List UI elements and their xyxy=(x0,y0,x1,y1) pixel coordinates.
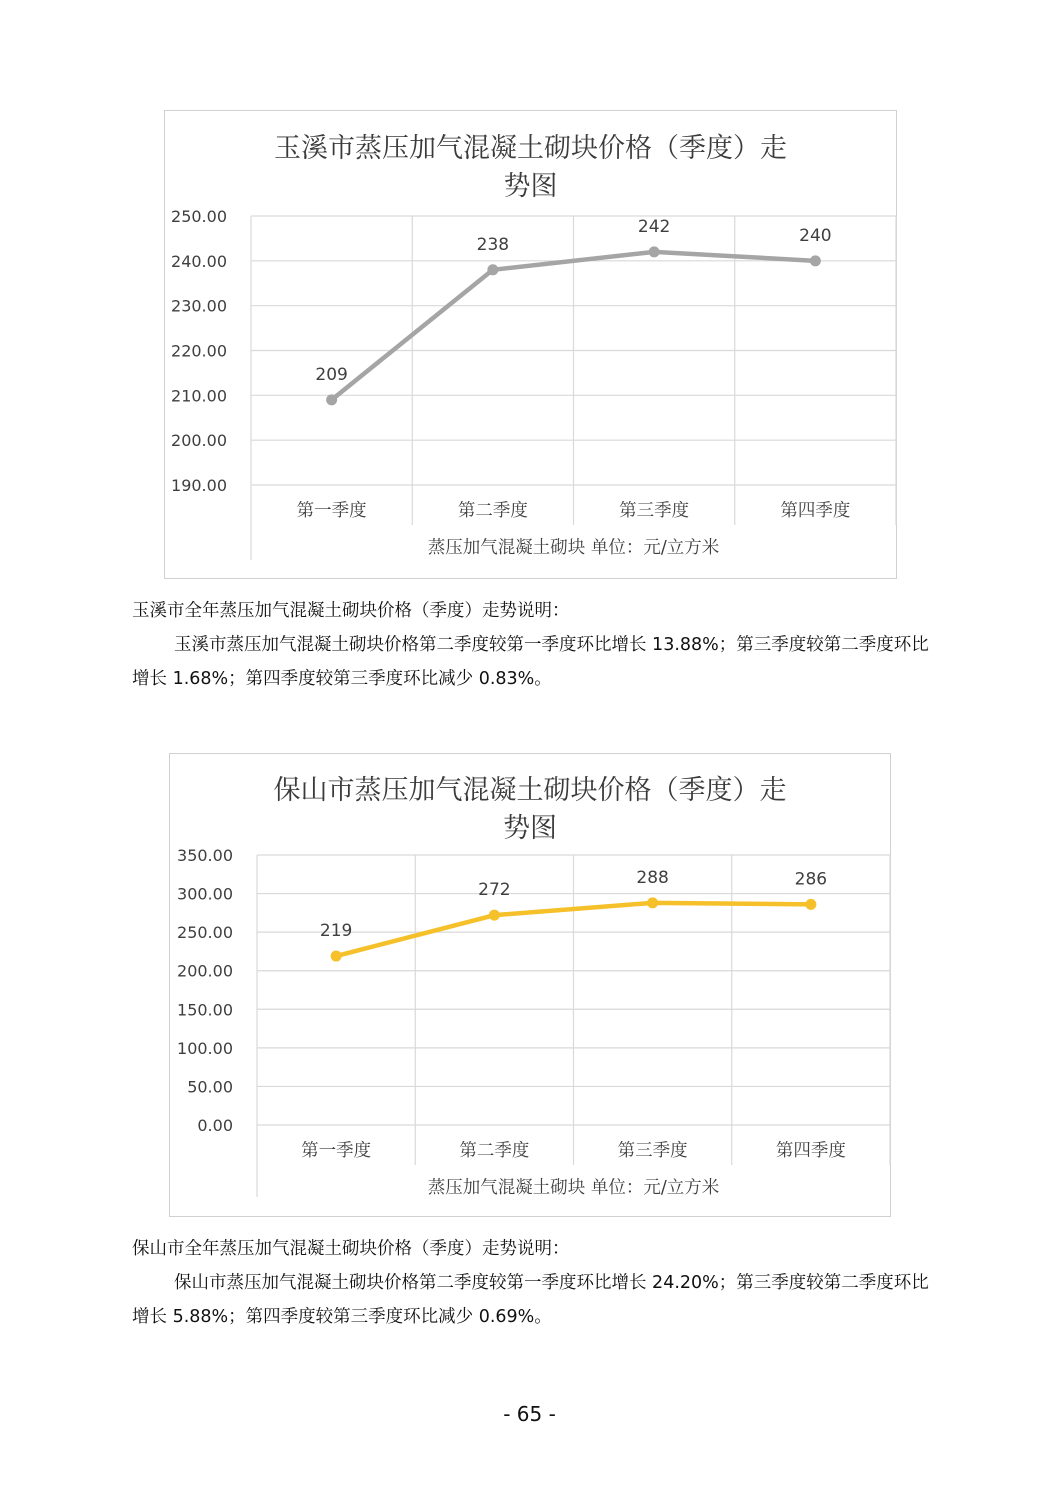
baoshan-data-point xyxy=(331,951,342,962)
baoshan-category-label: 第三季度 xyxy=(617,1141,688,1161)
yuxi-description-heading: 玉溪市全年蒸压加气混凝土砌块价格（季度）走势说明： xyxy=(132,601,570,621)
baoshan-ytick-label: 150.00 xyxy=(177,1000,233,1020)
yuxi-ytick-label: 200.00 xyxy=(171,431,227,451)
baoshan-category-label: 第四季度 xyxy=(775,1141,846,1161)
yuxi-chart-plot xyxy=(165,111,898,580)
baoshan-chart-title-line-2: 势图 xyxy=(503,813,557,844)
yuxi-description xyxy=(132,594,932,696)
yuxi-ytick-label: 190.00 xyxy=(171,476,227,495)
yuxi-ytick-label: 240.00 xyxy=(171,251,227,271)
yuxi-category-label: 第四季度 xyxy=(780,501,851,521)
baoshan-x-axis-title: 蒸压加气混凝土砌块 单位：元/立方米 xyxy=(427,1178,720,1198)
yuxi-chart xyxy=(164,110,897,579)
baoshan-category-label: 第二季度 xyxy=(459,1141,530,1161)
baoshan-description xyxy=(132,1232,932,1334)
baoshan-chart-plot xyxy=(170,754,892,1218)
yuxi-data-point xyxy=(810,255,821,266)
baoshan-ytick-label: 100.00 xyxy=(177,1038,233,1058)
yuxi-description-body: 玉溪市蒸压加气混凝土砌块价格第二季度较第一季度环比增长 13.88%；第三季度较第二季度环比增长 1.68%；第四季度较第三季度环比减少 0.83%。 xyxy=(132,635,929,689)
baoshan-chart-title-line-1: 保山市蒸压加气混凝土砌块价格（季度）走 xyxy=(273,775,787,806)
baoshan-description-heading: 保山市全年蒸压加气混凝土砌块价格（季度）走势说明： xyxy=(132,1239,570,1259)
yuxi-data-point xyxy=(487,264,498,275)
yuxi-data-label: 240 xyxy=(799,225,832,246)
yuxi-category-label: 第二季度 xyxy=(457,501,528,521)
yuxi-chart-title-line-1: 玉溪市蒸压加气混凝土砌块价格（季度）走 xyxy=(274,133,787,164)
yuxi-data-point xyxy=(649,246,660,257)
yuxi-data-label: 242 xyxy=(637,216,671,237)
yuxi-chart-title-line-2: 势图 xyxy=(503,171,558,202)
yuxi-ytick-label: 210.00 xyxy=(171,386,227,406)
baoshan-description-body: 保山市蒸压加气混凝土砌块价格第二季度较第一季度环比增长 24.20%；第三季度较第二季度环比增长 5.88%；第四季度较第三季度环比减少 0.69%。 xyxy=(132,1273,929,1327)
baoshan-data-label: 272 xyxy=(478,880,511,901)
yuxi-x-axis-title: 蒸压加气混凝土砌块 单位：元/立方米 xyxy=(427,538,720,558)
yuxi-data-label: 209 xyxy=(315,364,348,385)
page-number: - 65 - xyxy=(503,1402,556,1426)
yuxi-data-label: 238 xyxy=(476,234,510,255)
baoshan-data-label: 288 xyxy=(636,867,669,888)
baoshan-data-point xyxy=(647,897,658,908)
baoshan-data-point xyxy=(489,910,500,921)
yuxi-ytick-label: 230.00 xyxy=(171,296,227,316)
baoshan-data-point xyxy=(805,899,816,910)
yuxi-data-point xyxy=(326,394,337,405)
baoshan-data-label: 286 xyxy=(794,869,828,890)
baoshan-ytick-label: 50.00 xyxy=(187,1077,233,1097)
baoshan-ytick-label: 0.00 xyxy=(197,1116,233,1135)
yuxi-category-label: 第一季度 xyxy=(296,501,367,521)
baoshan-chart xyxy=(169,753,891,1217)
yuxi-ytick-label: 250.00 xyxy=(171,207,227,226)
baoshan-ytick-label: 200.00 xyxy=(177,961,233,981)
yuxi-category-label: 第三季度 xyxy=(619,501,690,521)
baoshan-category-label: 第一季度 xyxy=(301,1141,372,1161)
baoshan-ytick-label: 250.00 xyxy=(177,923,233,943)
baoshan-ytick-label: 350.00 xyxy=(177,846,233,865)
baoshan-data-label: 219 xyxy=(319,921,353,942)
baoshan-ytick-label: 300.00 xyxy=(177,884,233,904)
yuxi-ytick-label: 220.00 xyxy=(171,341,227,361)
